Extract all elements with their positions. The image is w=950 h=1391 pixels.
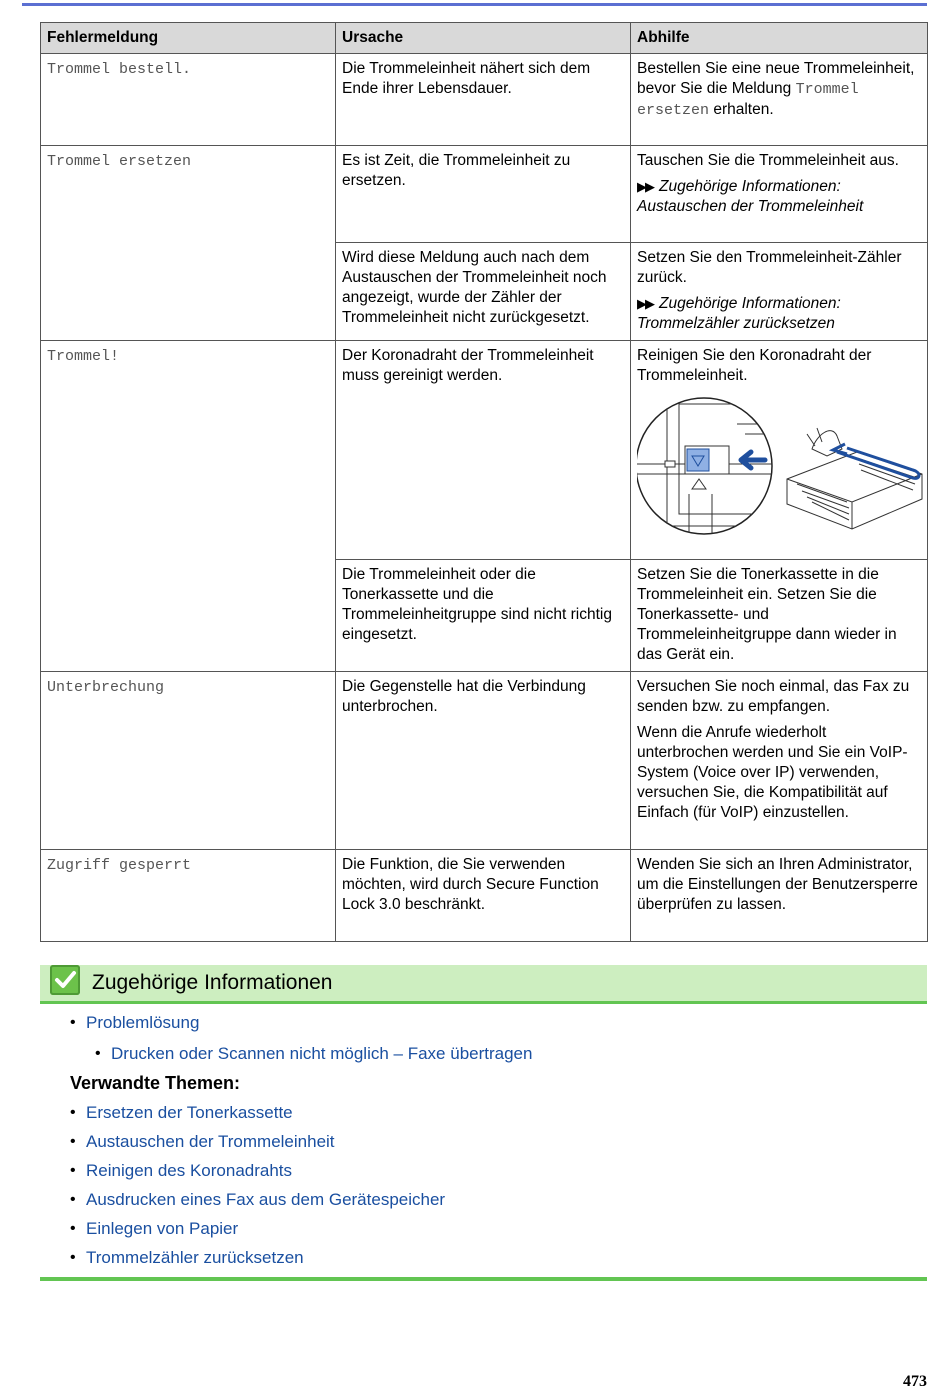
error-message-cell	[41, 54, 336, 146]
related-info-sublist	[95, 1043, 532, 1072]
error-message-cell	[41, 672, 336, 850]
error-code: Trommel ersetzen	[47, 153, 192, 170]
check-icon	[50, 965, 80, 995]
remedy-text-end: erhalten.	[713, 101, 774, 118]
list-item	[95, 1043, 532, 1072]
cause-cell: Die Funktion, die Sie verwenden möchten, wird durch Secure Function Lock 3.0 beschränkt.	[336, 850, 631, 942]
link-topic[interactable]: Ausdrucken eines Fax aus dem Gerätespeicher	[86, 1190, 446, 1209]
remedy-text: Setzen Sie den Trommeleinheit-Zähler zurück.	[637, 249, 902, 286]
table-row	[41, 146, 928, 243]
double-arrow-icon: ▶▶	[637, 179, 653, 194]
remedy-text: Versuchen Sie noch einmal, das Fax zu senden bzw. zu empfangen.	[637, 678, 910, 715]
related-info-link[interactable]: ▶▶ Zugehörige Informationen: Trommelzähler zurücksetzen	[637, 295, 841, 332]
table-row	[41, 850, 928, 942]
link-topic[interactable]: Reinigen des Koronadrahts	[86, 1161, 293, 1180]
cause-cell: Der Koronadraht der Trommeleinheit muss gereinigt werden.	[336, 341, 631, 560]
error-message-cell	[41, 341, 336, 672]
list-item	[70, 1012, 199, 1041]
error-code: Unterbrechung	[47, 679, 165, 696]
list-item	[70, 1160, 445, 1189]
cause-cell: Es ist Zeit, die Trommeleinheit zu ersetzen.	[336, 146, 631, 243]
error-code: Zugriff gesperrt	[47, 857, 192, 874]
table-row	[41, 672, 928, 850]
cause-cell: Die Gegenstelle hat die Verbindung unterbrochen.	[336, 672, 631, 850]
list-item	[70, 1247, 445, 1276]
link-topic[interactable]: Trommelzähler zurücksetzen	[86, 1248, 304, 1267]
related-info-target: Trommelzähler zurücksetzen	[637, 315, 835, 332]
related-topics-heading: Verwandte Themen:	[70, 1073, 241, 1093]
table-row	[41, 54, 928, 146]
link-topic[interactable]: Einlegen von Papier	[86, 1219, 239, 1238]
related-info-label: Zugehörige Informationen	[659, 178, 837, 195]
list-item	[70, 1102, 445, 1131]
bottom-rule	[40, 1277, 927, 1281]
related-info-link[interactable]: ▶▶ Zugehörige Informationen: Austauschen der Trommeleinheit	[637, 178, 864, 215]
related-topics-list	[70, 1102, 445, 1276]
error-code: Trommel bestell.	[47, 61, 192, 78]
list-item	[70, 1218, 445, 1247]
error-message-cell	[41, 146, 336, 341]
list-item	[70, 1131, 445, 1160]
remedy-cell	[631, 672, 928, 850]
cause-cell: Die Trommeleinheit oder die Tonerkassette und die Trommeleinheitgruppe sind nicht richtig eingesetzt.	[336, 560, 631, 672]
remedy-text: Reinigen Sie den Koronadraht der Trommeleinheit.	[637, 347, 872, 384]
page-number: 473	[903, 1373, 927, 1390]
drum-cleaning-illustration	[637, 394, 927, 544]
remedy-cell: Wenden Sie sich an Ihren Administrator, um die Einstellungen der Benutzersperre überprüfen zu lassen.	[631, 850, 928, 942]
link-topic[interactable]: Ersetzen der Tonerkassette	[86, 1103, 293, 1122]
related-info-target: Austauschen der Trommeleinheit	[637, 198, 864, 215]
remedy-text: Tauschen Sie die Trommeleinheit aus.	[637, 152, 899, 169]
header-abhilfe: Abhilfe	[631, 23, 928, 54]
error-table	[40, 22, 928, 942]
remedy-cell	[631, 341, 928, 560]
link-drucken-scannen[interactable]: Drucken oder Scannen nicht möglich – Faxe übertragen	[111, 1044, 533, 1063]
error-message-cell	[41, 850, 336, 942]
top-rule	[22, 3, 927, 6]
link-problemloesung[interactable]: Problemlösung	[86, 1013, 200, 1032]
header-ursache: Ursache	[336, 23, 631, 54]
double-arrow-icon: ▶▶	[637, 296, 653, 311]
remedy-cell	[631, 54, 928, 146]
error-code-inline: Trommel ersetzen	[637, 81, 859, 119]
table-header-row	[41, 23, 928, 54]
table-row	[41, 341, 928, 560]
error-code: Trommel!	[47, 348, 120, 365]
related-info-title: Zugehörige Informationen	[92, 971, 333, 994]
remedy-text: Wenn die Anrufe wiederholt unterbrochen werden und Sie ein VoIP-System (Voice over IP) verwenden, versuchen Sie, die Kompatibilität auf Einfach (für VoIP) einzustellen.	[637, 724, 908, 821]
list-item	[70, 1189, 445, 1218]
remedy-text: Bestellen Sie eine neue Trommeleinheit, bevor Sie die Meldung	[637, 60, 915, 97]
remedy-cell: Setzen Sie die Tonerkassette in die Trommeleinheit ein. Setzen Sie die Tonerkassette- und Trommeleinheitgruppe dann wieder in das Gerät ein.	[631, 560, 928, 672]
cause-cell: Wird diese Meldung auch nach dem Austauschen der Trommeleinheit noch angezeigt, wurde der Zähler der Trommeleinheit nicht zurückgesetzt.	[336, 243, 631, 341]
header-fehlermeldung: Fehlermeldung	[41, 23, 336, 54]
cause-cell: Die Trommeleinheit nähert sich dem Ende ihrer Lebensdauer.	[336, 54, 631, 146]
link-topic[interactable]: Austauschen der Trommeleinheit	[86, 1132, 335, 1151]
related-info-label: Zugehörige Informationen	[659, 295, 837, 312]
related-info-list	[70, 1012, 199, 1041]
remedy-cell	[631, 146, 928, 243]
remedy-cell	[631, 243, 928, 341]
related-info-header	[40, 965, 927, 1004]
